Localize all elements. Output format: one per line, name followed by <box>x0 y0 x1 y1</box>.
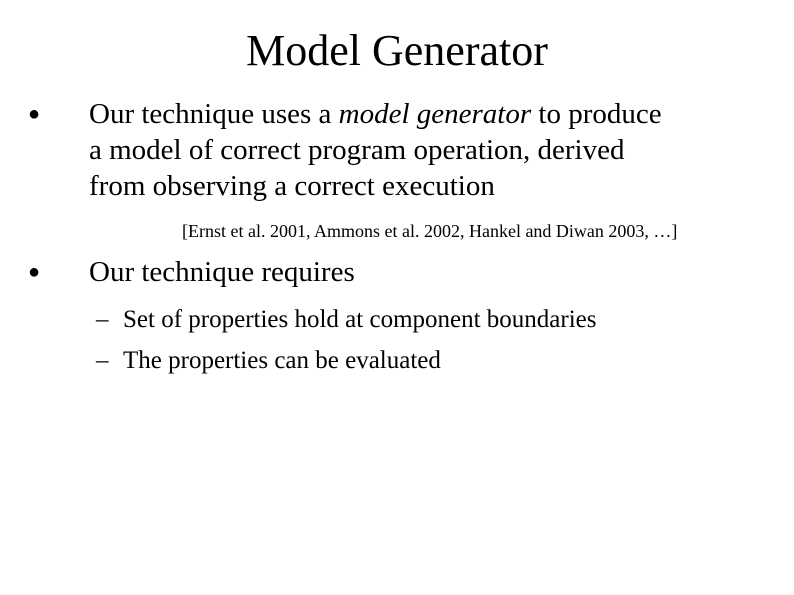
sub-bullet-text: The properties can be evaluated <box>123 347 441 374</box>
sub-bullet-text: Set of properties hold at component boundaries <box>123 306 597 333</box>
sub-bullet-marker: – <box>96 347 109 374</box>
sub-bullet-marker: – <box>96 306 109 333</box>
bullet-line-1 <box>89 96 779 132</box>
bullet-marker: ● <box>28 261 41 283</box>
bullet-text <box>89 96 779 204</box>
citation: [Ernst et al. 2001, Ammons et al. 2002, Hankel and Diwan 2003, …] <box>182 221 678 241</box>
bullet-text: Our technique requires <box>89 256 355 288</box>
bullet-line-2: a model of correct program operation, derived <box>89 134 625 166</box>
emphasis-model-generator: model generator <box>338 98 532 130</box>
bullet-line-3: from observing a correct execution <box>89 170 495 202</box>
slide-title: Model Generator <box>246 26 548 75</box>
bullet-line-1-end: to produce <box>531 98 662 130</box>
bullet-line-1-start: Our technique uses a <box>89 98 339 130</box>
bullet-marker: ● <box>28 103 41 125</box>
